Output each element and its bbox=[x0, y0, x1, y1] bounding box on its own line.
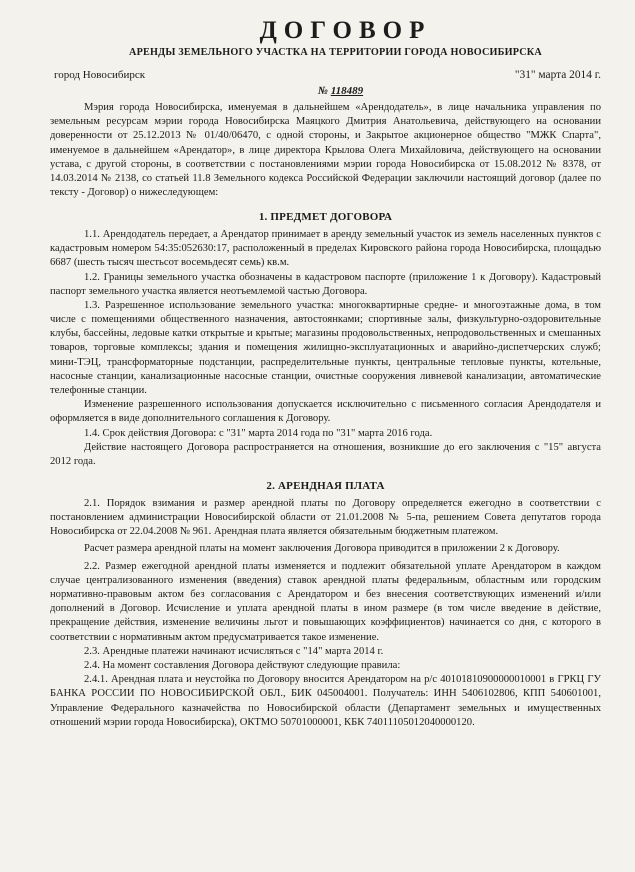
clause-2-1-note: Расчет размера арендной платы на момент заключения Договора приводится в приложении 2 к Договору. bbox=[84, 543, 560, 555]
preamble: Мэрия города Новосибирска, именуемая в дальнейшем «Арендодатель», в лице начальника управления по земельным ресурсам мэрии города Новосибирска Маяцкого Дмитрия Анатольевича, действующего на основании доверенности от 25.12.2013 № 01/40/06470, с одной стороны, и Закрытое акционерное общество "МЖК Спарта", именуемое в дальнейшем «Арендатор», в лице директора Крылова Олега Михайловича, действующего на основании устава, с другой стороны, в соответствии с постановлениями мэрии города Новосибирска от 15.08.2012 № 8378, от 14.03.2014 № 2138, со статьей 11.8 Земельного кодекса Российской Федерации заключили настоящий договор (далее по тексту - Договор) о нижеследующем: bbox=[50, 101, 601, 199]
clause-2-2: 2.2. Размер ежегодной арендной платы изменяется и подлежит обязательной уплате Арендатором в каждом случае централизованного изменения (введения) ставок арендной платы федеральным, областным или городским нормативно-правовым актом без согласования с Арендатором и без внесения соответствующих изменений и/или дополнений в Договор. Исчисление и уплата арендной платы в ином размере (в том числе введение в действие, прекращение действия, изменение величины льгот и повышающих коэффициентов) начинается со дня, с которого в соответствии с нормативным актом предусматривается такое изменение. bbox=[50, 560, 601, 643]
clause-1-1: 1.1. Арендодатель передает, а Арендатор принимает в аренду земельный участок из земель населенных пунктов с кадастровым номером 54:35:052630:17, расположенный в пределах Кировского района города Новосибирска, площадью 6687 (шесть тысяч шестьсот восемьдесят семь) кв.м. bbox=[50, 228, 601, 269]
clause-1-4-note: Действие настоящего Договора распространяется на отношения, возникшие до его заключения с "15" августа 2012 года. bbox=[50, 441, 601, 467]
clause-2-3: 2.3. Арендные платежи начинают исчисляться с "14" марта 2014 г. bbox=[84, 645, 384, 657]
section-heading-rent: 2. АРЕНДНАЯ ПЛАТА bbox=[266, 480, 385, 493]
contract-number-value: 118489 bbox=[330, 85, 364, 98]
clause-2-4: 2.4. На момент составления Договора действуют следующие правила: bbox=[84, 659, 401, 671]
clause-1-3-note: Изменение разрешенного использования допускается исключительно с письменного согласия Арендодателя и оформляется в виде дополнительного соглашения к Договору. bbox=[50, 399, 601, 425]
section-heading-subject: 1. ПРЕДМЕТ ДОГОВОРА bbox=[258, 211, 393, 224]
document-subtitle: АРЕНДЫ ЗЕМЕЛЬНОГО УЧАСТКА НА ТЕРРИТОРИИ ГОРОДА НОВОСИБИРСКА bbox=[129, 47, 542, 59]
contract-date: "31" марта 2014 г. bbox=[514, 68, 601, 81]
clause-1-3: 1.3. Разрешенное использование земельного участка: многоквартирные средне- и многоэтажные дома, в том числе с помещениями общественного назначения, автостоянками; спортивные залы, физкультурно-оздоровительные клубы, бассейны, ледовые катки открытые и крытые; магазины продовольственных, непродовольственных и смешанных товаров, торговые комплексы; здания и помещения жилищно-эксплуатационных и аварийно-диспетчерских служб; мини-ТЭЦ, трансформаторные подстанции, распределительные пункты, центральные тепловые пункты, котельные, насосные станции, канализационные насосные станции, очистные сооружения ливневой канализации, автоматические телефонные станции. bbox=[50, 299, 601, 397]
contract-number: № 118489 bbox=[317, 85, 364, 98]
city: город Новосибирск bbox=[54, 68, 146, 81]
clause-2-4-1: 2.4.1. Арендная плата и неустойка по Договору вносится Арендатором на р/с 40101810900000010001 в ГРКЦ ГУ БАНКА РОССИИ ПО НОВОСИБИРСКОЙ ОБЛ., БИК 045004001. Получатель: ИНН 5406102806, КПП 540601001, Управление Федерального казначейства по Новосибирской области (Департамент земельных и имущественных отношений мэрии города Новосибирска), ОКТМО 50701000001, КБК 74011105012040000120. bbox=[50, 674, 601, 728]
place-date-row bbox=[54, 68, 601, 83]
clause-1-2: 1.2. Границы земельного участка обозначены в кадастровом паспорте (приложение 1 к Договору). Кадастровый паспорт земельного участка является неотъемлемой частью Договора. bbox=[50, 271, 601, 297]
document-title: ДОГОВОР bbox=[259, 17, 432, 44]
clause-1-4: 1.4. Срок действия Договора: с "31" марта 2014 года по "31" марта 2016 года. bbox=[84, 427, 433, 439]
clause-2-1: 2.1. Порядок взимания и размер арендной платы по Договору определяется ежегодно в соответствии с постановлением администрации Новосибирской области от 21.01.2008 № 5-па, решением Совета депутатов города Новосибирска от 22.04.2008 № 961. Арендная плата является обязательным бюджетным платежом. bbox=[50, 497, 601, 538]
